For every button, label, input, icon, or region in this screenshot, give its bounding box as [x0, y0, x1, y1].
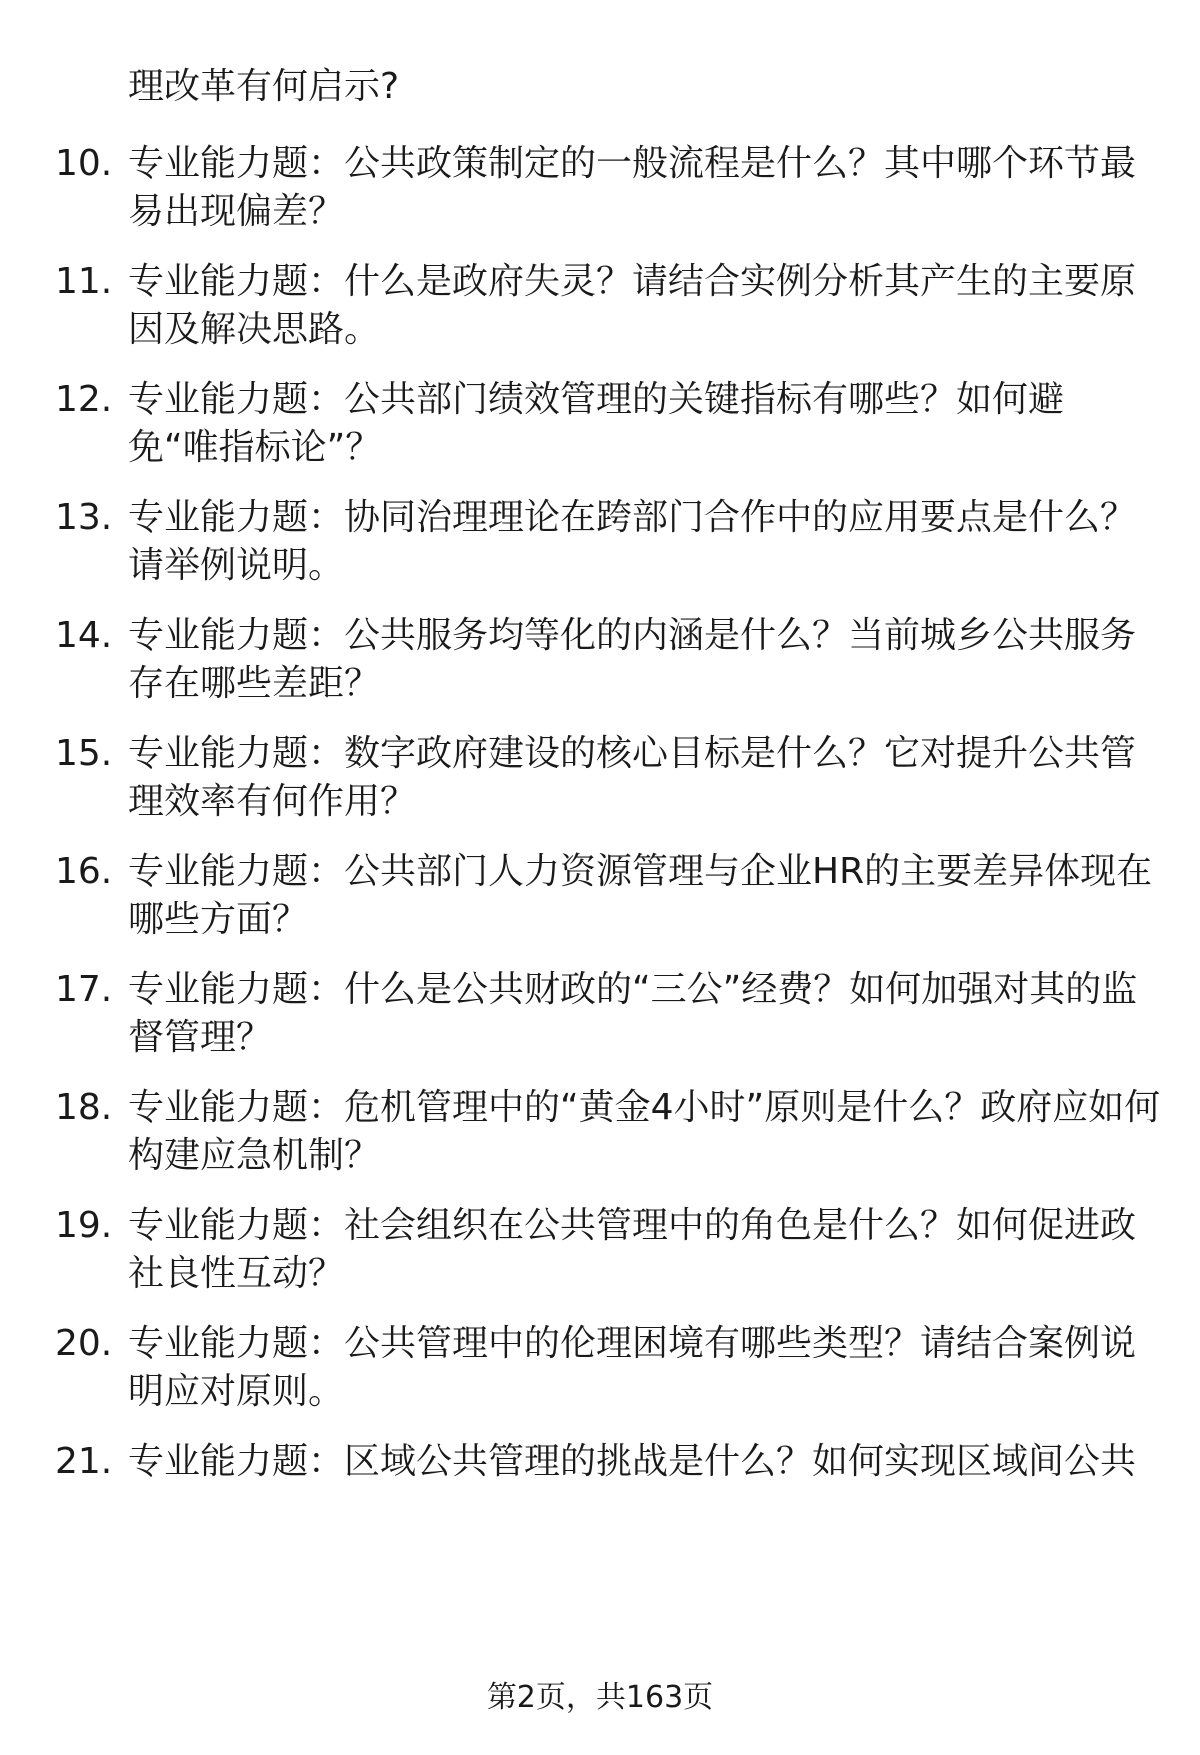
question-text: 专业能力题：危机管理中的“黄金4小时”原则是什么？政府应如何构建应急机制？	[128, 1087, 1161, 1176]
list-item	[0, 612, 1200, 708]
question-number: 19.	[55, 1205, 113, 1246]
question-number: 14.	[55, 615, 113, 656]
list-item	[0, 140, 1200, 236]
continuation-text: 理改革有何启示?	[128, 66, 400, 107]
page-footer: 第2页，共163页	[486, 1680, 714, 1715]
question-text: 专业能力题：协同治理理论在跨部门合作中的应用要点是什么？请举例说明。	[128, 497, 1137, 586]
question-text: 专业能力题：区域公共管理的挑战是什么？如何实现区域间公共	[128, 1441, 1137, 1482]
question-text: 专业能力题：什么是政府失灵？请结合实例分析其产生的主要原因及解决思路。	[128, 261, 1137, 350]
question-text: 专业能力题：公共部门绩效管理的关键指标有哪些？如何避免“唯指标论”？	[128, 379, 1065, 468]
list-item	[0, 848, 1200, 944]
question-text: 专业能力题：公共部门人力资源管理与企业HR的主要差异体现在哪些方面？	[128, 851, 1153, 940]
list-item	[0, 1438, 1200, 1534]
question-text: 专业能力题：公共政策制定的一般流程是什么？其中哪个环节最易出现偏差？	[128, 143, 1137, 232]
question-number: 21.	[55, 1441, 113, 1482]
question-number: 15.	[55, 733, 113, 774]
question-number: 10.	[55, 143, 113, 184]
list-item	[0, 1202, 1200, 1298]
list-item	[0, 730, 1200, 826]
question-number: 11.	[55, 261, 113, 302]
question-number: 18.	[55, 1087, 113, 1128]
question-number: 13.	[55, 497, 113, 538]
question-text: 专业能力题：什么是公共财政的“三公”经费？如何加强对其的监督管理？	[128, 969, 1138, 1058]
question-number: 20.	[55, 1323, 113, 1364]
list-item	[0, 1320, 1200, 1416]
list-item	[0, 966, 1200, 1062]
question-text: 专业能力题：数字政府建设的核心目标是什么？它对提升公共管理效率有何作用？	[128, 733, 1137, 822]
list-item	[0, 376, 1200, 472]
question-text: 专业能力题：社会组织在公共管理中的角色是什么？如何促进政社良性互动？	[128, 1205, 1137, 1294]
question-text: 专业能力题：公共管理中的伦理困境有哪些类型？请结合案例说明应对原则。	[128, 1323, 1137, 1412]
question-text: 专业能力题：公共服务均等化的内涵是什么？当前城乡公共服务存在哪些差距？	[128, 615, 1137, 704]
question-number: 17.	[55, 969, 113, 1010]
list-item	[0, 494, 1200, 590]
list-item	[0, 1084, 1200, 1180]
question-number: 12.	[55, 379, 113, 420]
list-item	[0, 258, 1200, 354]
question-number: 16.	[55, 851, 113, 892]
